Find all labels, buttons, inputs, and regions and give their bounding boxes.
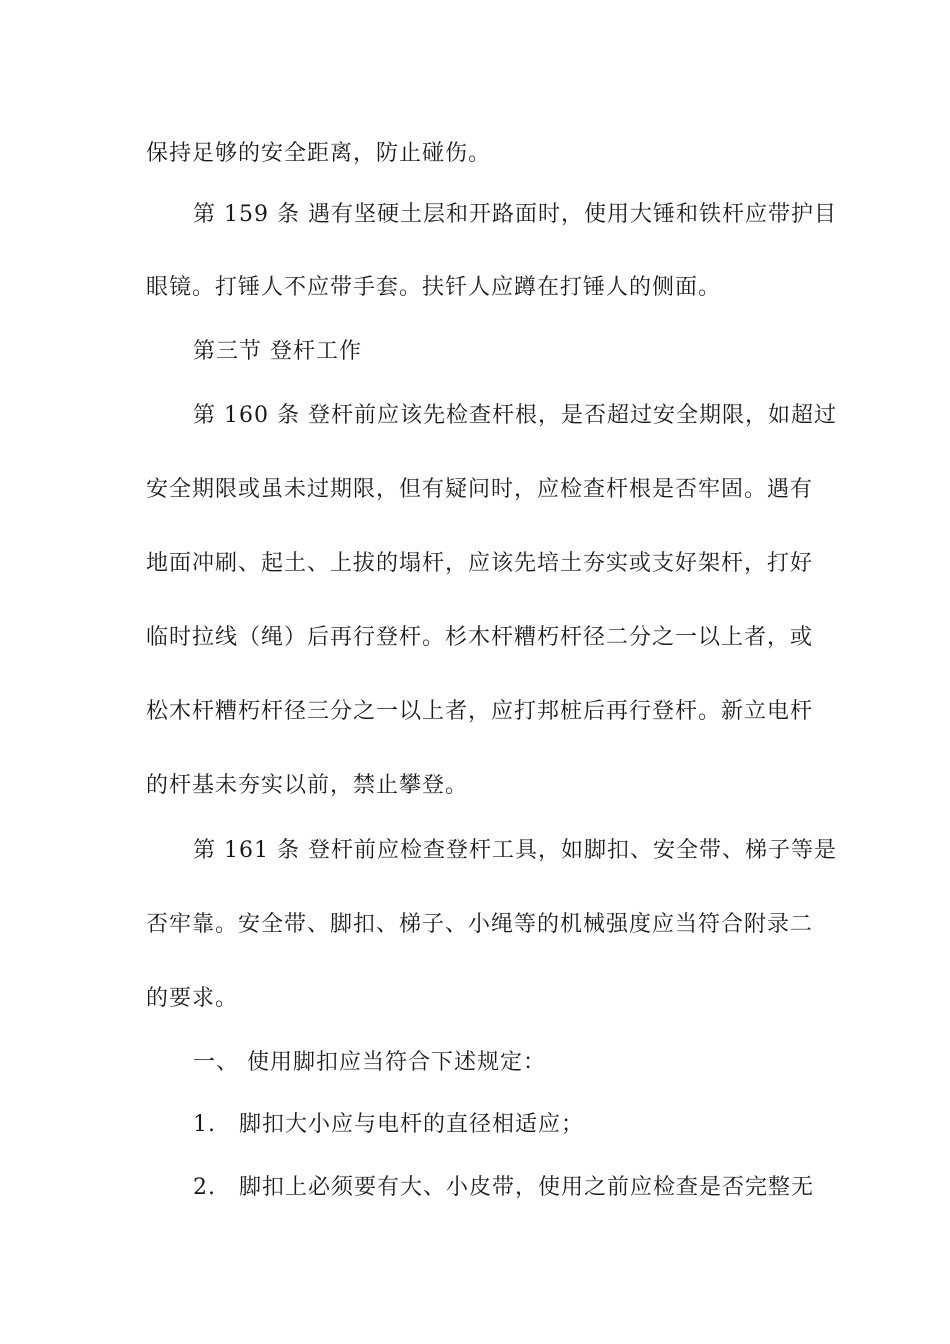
paragraph-line: 保持足够的安全距离，防止碰伤。: [146, 141, 492, 166]
article-160-line-3: 地面冲刷、起土、上拔的塌杆，应该先培土夯实或支好架杆，打好: [146, 551, 814, 576]
article-160-line-6: 的杆基未夯实以前，禁止攀登。: [146, 773, 469, 798]
article-160-line-5: 松木杆糟朽杆径三分之一以上者，应打邦桩后再行登杆。新立电杆: [146, 699, 814, 724]
article-159-line-1: 第 159 条 遇有坚硬土层和开路面时，使用大锤和铁杆应带护目: [193, 202, 837, 227]
article-161-line-2: 否牢靠。安全带、脚扣、梯子、小绳等的机械强度应当符合附录二: [146, 912, 814, 937]
article-161-line-3: 的要求。: [146, 986, 239, 1011]
section-heading: 第三节 登杆工作: [193, 339, 362, 364]
list-item-2: [193, 1173, 814, 1203]
article-160-line-1: 第 160 条 登杆前应该先检查杆根，是否超过安全期限，如超过: [193, 403, 837, 428]
list-number: 2.: [193, 1175, 216, 1200]
list-item-text: 脚扣上必须要有大、小皮带，使用之前应检查是否完整无: [239, 1175, 815, 1200]
subsection-heading: 一、 使用脚扣应当符合下述规定：: [193, 1050, 546, 1075]
article-159-line-2: 眼镜。打锤人不应带手套。扶钎人应蹲在打锤人的侧面。: [146, 275, 722, 300]
list-item-text: 脚扣大小应与电杆的直径相适应；: [239, 1112, 585, 1137]
list-item-1: [193, 1110, 584, 1140]
article-160-line-4: 临时拉线（绳）后再行登杆。杉木杆糟朽杆径二分之一以上者，或: [146, 625, 814, 650]
article-161-line-1: 第 161 条 登杆前应检查登杆工具，如脚扣、安全带、梯子等是: [193, 838, 837, 863]
list-number: 1.: [193, 1112, 216, 1137]
article-160-line-2: 安全期限或虽未过期限，但有疑问时，应检查杆根是否牢固。遇有: [146, 477, 814, 502]
